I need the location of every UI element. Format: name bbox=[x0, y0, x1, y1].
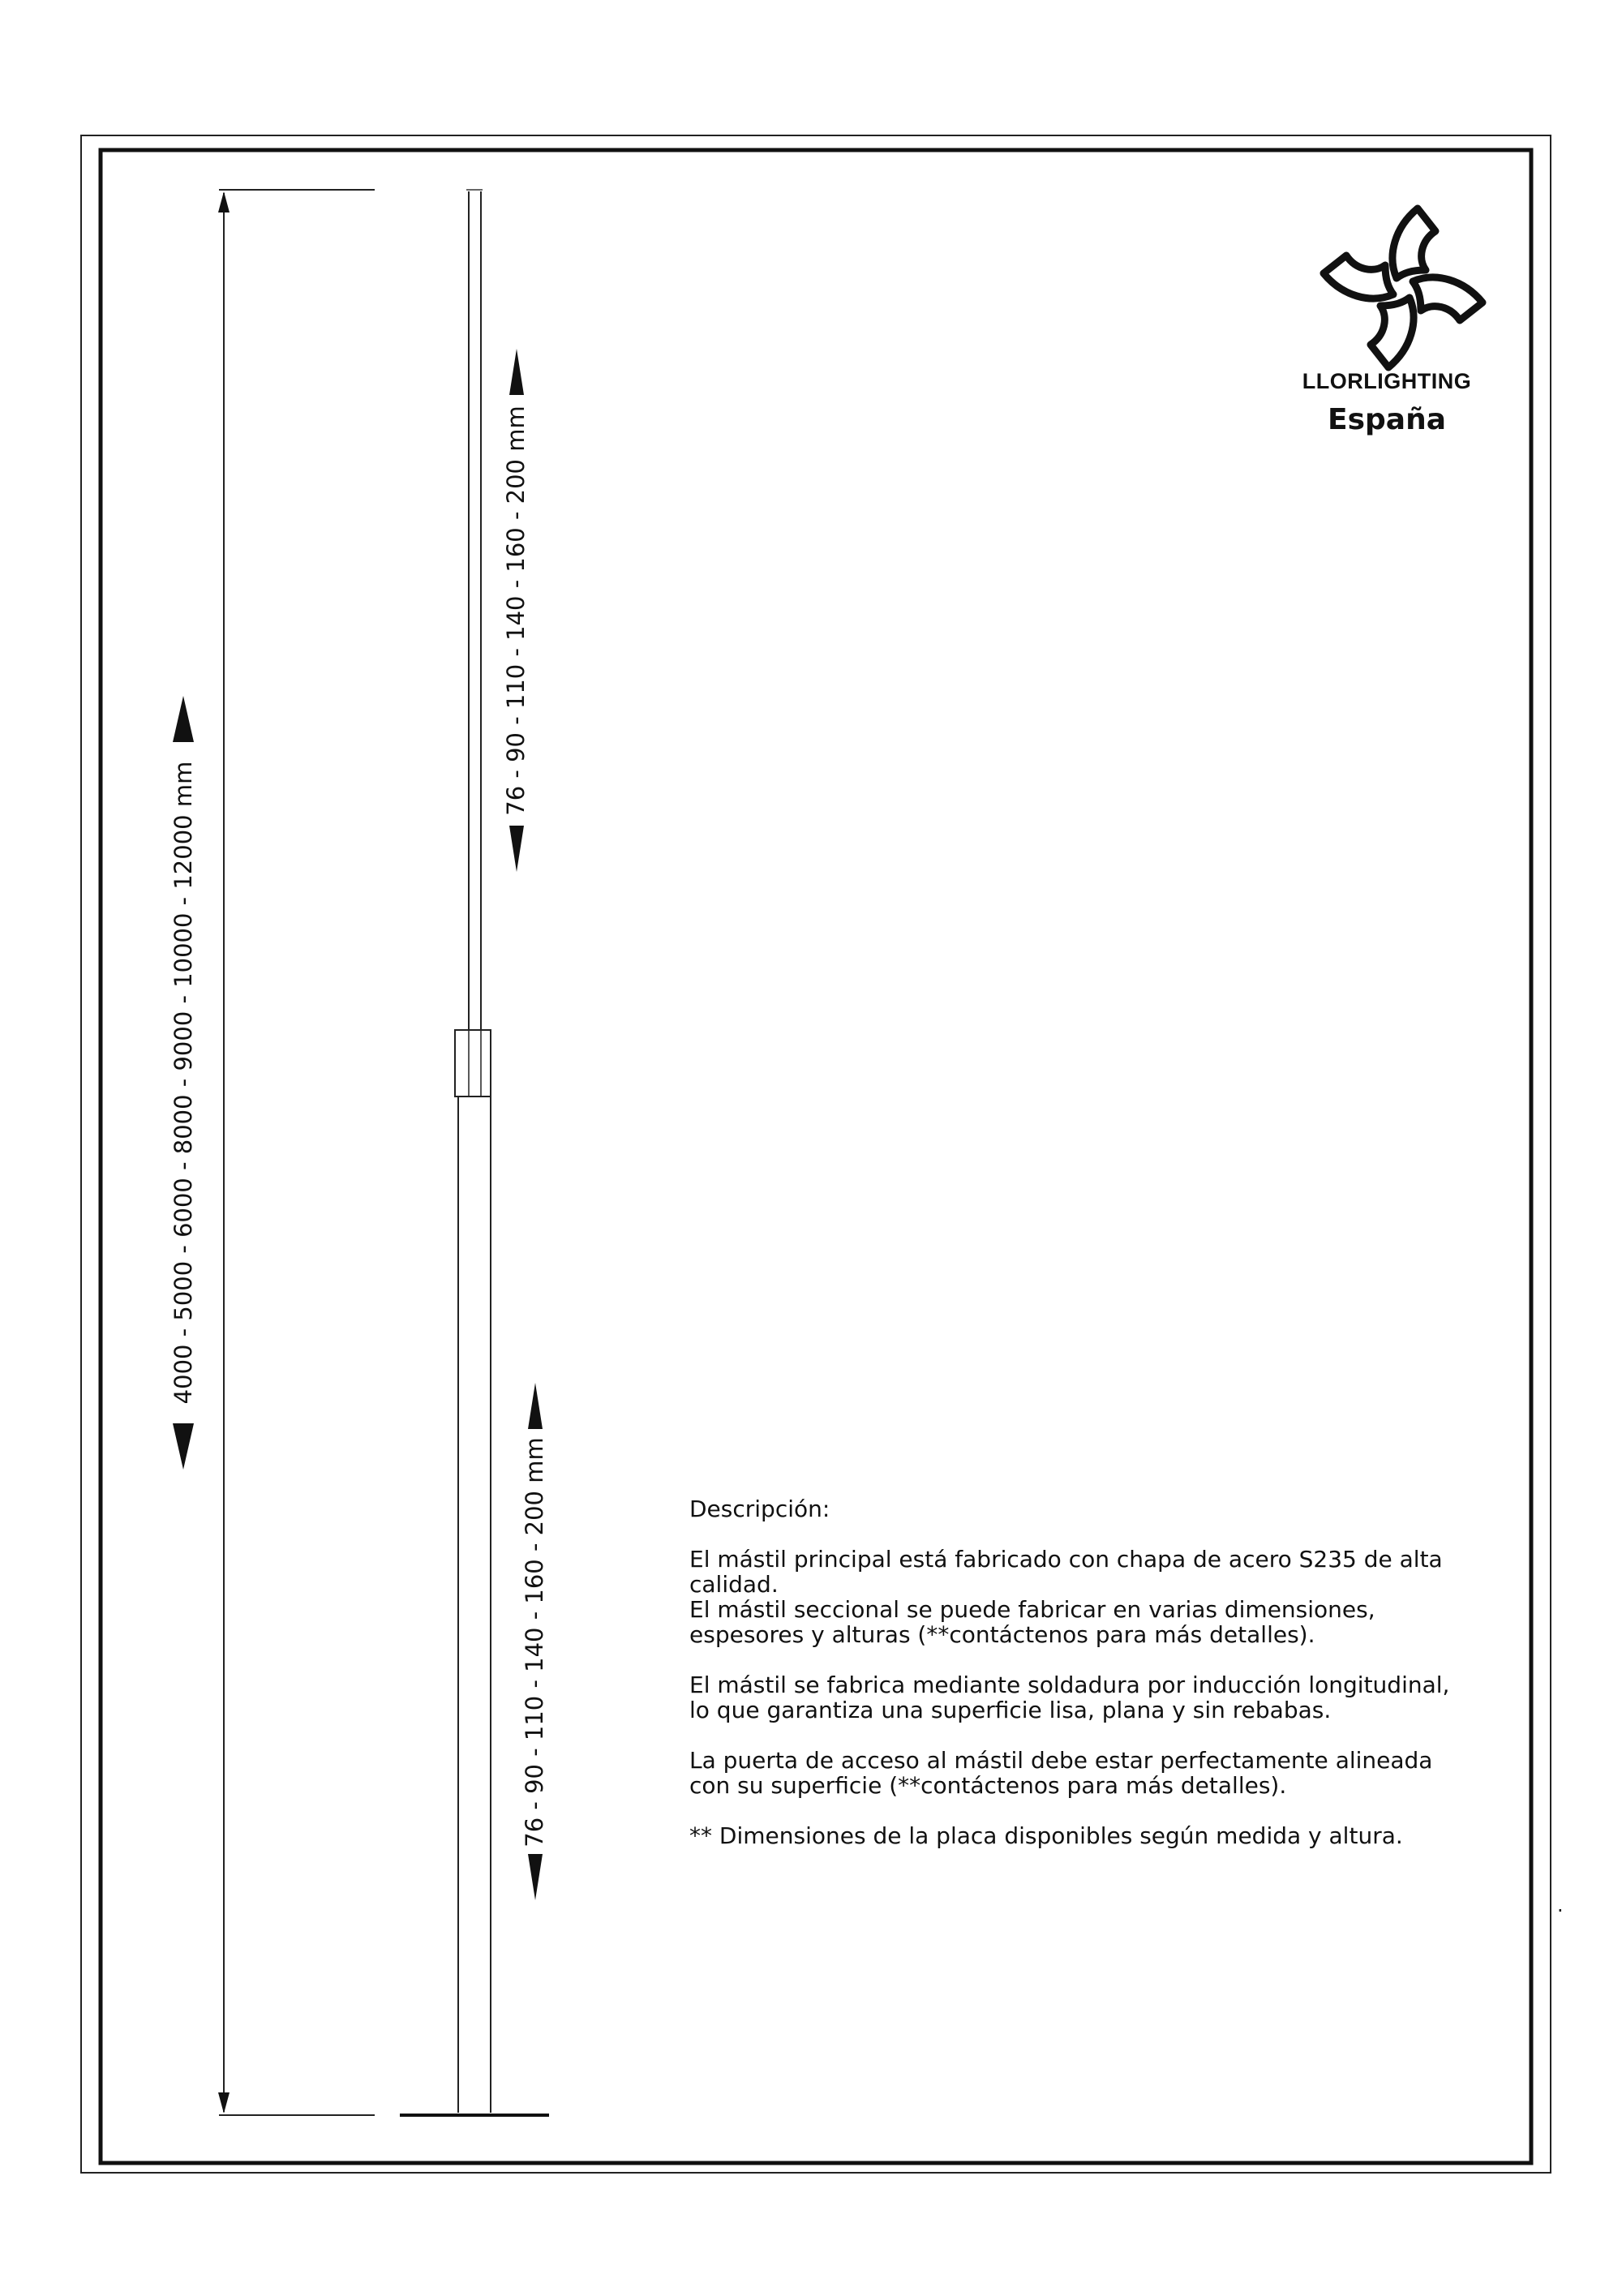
height-arrow-top bbox=[173, 696, 194, 742]
height-values-label: 4000 - 5000 - 6000 - 8000 - 9000 - 10000 - 12000 mm bbox=[169, 761, 197, 1405]
description-line: La puerta de acceso al mástil debe estar perfectamente alineada bbox=[689, 1747, 1433, 1774]
height-dimension bbox=[169, 190, 375, 2115]
description-title: Descripción: bbox=[689, 1496, 830, 1522]
description-block bbox=[689, 1496, 1500, 1848]
footer-mark: . bbox=[1557, 1894, 1564, 1916]
inner-frame bbox=[101, 150, 1531, 2163]
outer-frame bbox=[81, 135, 1551, 2173]
lower-diameter-label: 76 - 90 - 110 - 140 - 160 - 200 mm bbox=[521, 1437, 548, 1848]
llorlighting-logo-icon bbox=[1324, 208, 1483, 367]
description-line: El mástil principal está fabricado con chapa de acero S235 de alta bbox=[689, 1546, 1443, 1573]
brand-country: España bbox=[1327, 403, 1446, 436]
pole-joint bbox=[455, 1030, 491, 1097]
upper-diameter-label: 76 - 90 - 110 - 140 - 160 - 200 mm bbox=[502, 406, 530, 816]
description-line: El mástil seccional se puede fabricar en varias dimensiones, bbox=[689, 1596, 1375, 1623]
height-arrow-bottom bbox=[173, 1423, 194, 1470]
description-line: espesores y alturas (**contáctenos para más detalles). bbox=[689, 1621, 1315, 1648]
description-note: ** Dimensiones de la placa disponibles según medida y altura. bbox=[689, 1822, 1403, 1849]
lower-diameter-dimension bbox=[521, 1383, 548, 1900]
description-line: calidad. bbox=[689, 1571, 779, 1598]
description-line: El mástil se fabrica mediante soldadura por inducción longitudinal, bbox=[689, 1672, 1450, 1698]
description-line: lo que garantiza una superficie lisa, plana y sin rebabas. bbox=[689, 1697, 1332, 1723]
upper-diameter-dimension bbox=[502, 349, 530, 872]
brand-name: LLORLIGHTING bbox=[1302, 369, 1472, 393]
description-line: con su superficie (**contáctenos para más detalles). bbox=[689, 1772, 1287, 1799]
